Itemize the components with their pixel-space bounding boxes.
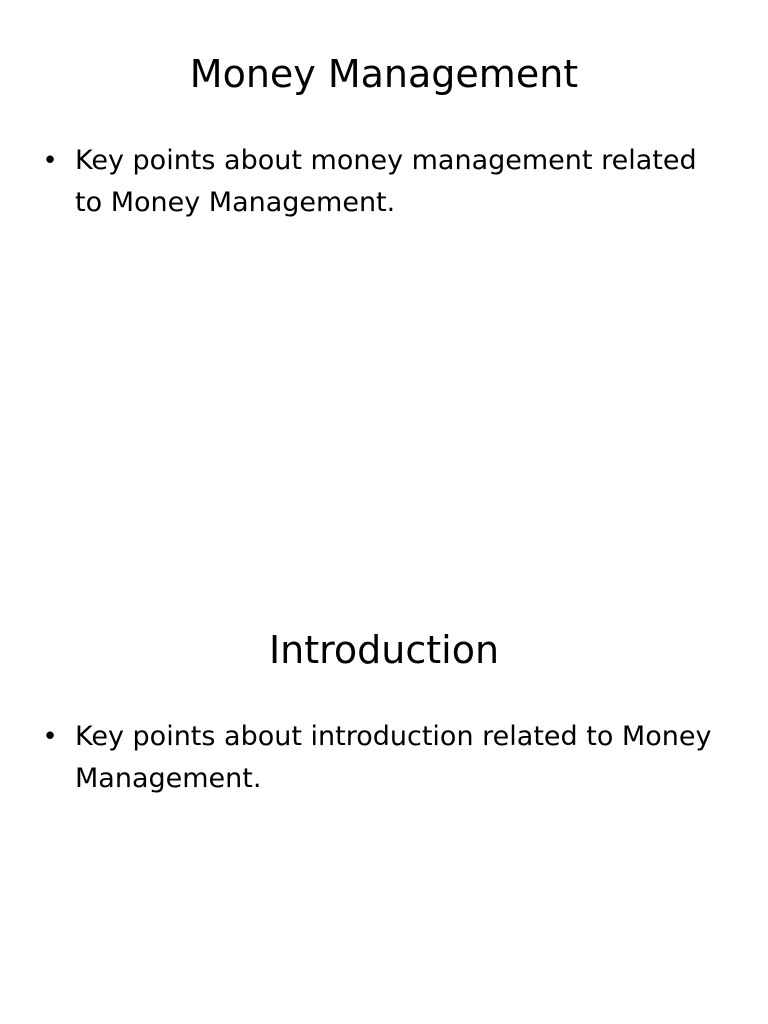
slide-introduction: [0, 576, 768, 1024]
bullet-list: [38, 716, 728, 800]
bullet-icon: •: [42, 146, 58, 176]
bullet-text: Key points about introduction related to Money Management.: [75, 721, 712, 794]
bullet-text: Key points about money management related to Money Management.: [75, 145, 697, 218]
bullet-item: [38, 716, 728, 800]
bullet-list: [38, 140, 728, 224]
bullet-icon: •: [42, 722, 58, 752]
slide-title: Introduction: [268, 628, 500, 672]
slide-title: Money Management: [189, 52, 579, 96]
bullet-item: [38, 140, 728, 224]
